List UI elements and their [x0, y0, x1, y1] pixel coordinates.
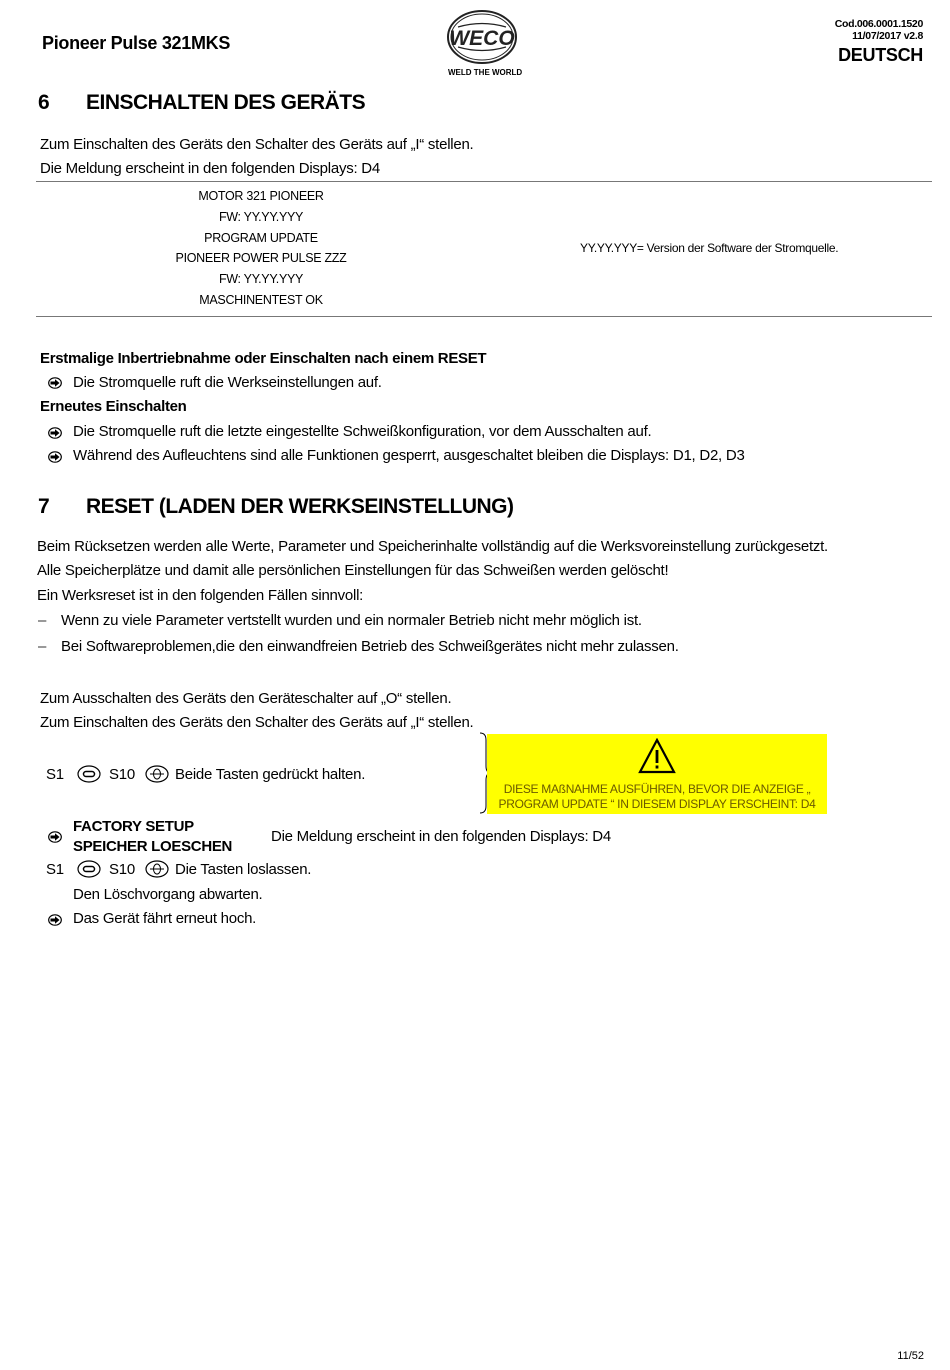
document-date-version: 11/07/2017 v2.8	[852, 30, 923, 42]
key-label-s1: S1	[46, 766, 64, 783]
section-6-intro-line: Die Meldung erscheint in den folgenden Displays: D4	[40, 160, 380, 177]
logo-tagline: WELD THE WORLD	[448, 68, 523, 77]
display-line: MASCHINENTEST OK	[199, 293, 323, 307]
section-7-number: 7	[38, 495, 50, 518]
warning-triangle-icon	[638, 738, 676, 774]
restart-item: Während des Aufleuchtens sind alle Funktionen gesperrt, ausgeschaltet bleiben die Displays: D1, D2, D3	[73, 447, 745, 464]
warning-box	[487, 734, 827, 814]
page-number: 11/52	[897, 1350, 924, 1362]
section-7-paragraph: Ein Werksreset ist in den folgenden Fällen sinnvoll:	[37, 587, 364, 604]
section-7-title: RESET (LADEN DER WERKSEINSTELLUNG)	[86, 495, 514, 518]
weco-logo	[444, 10, 523, 80]
section-7-paragraph: Alle Speicherplätze und damit alle persönlichen Einstellungen für das Schweißen werden gelöscht!	[37, 562, 669, 579]
release-keys-instruction: Die Tasten loslassen.	[175, 861, 312, 878]
factory-setup-line: FACTORY SETUP	[73, 818, 194, 835]
display-note: YY.YY.YYY= Version der Software der Stromquelle.	[580, 241, 839, 255]
arrow-bullet-icon	[48, 451, 62, 463]
display-line: PIONEER POWER PULSE ZZZ	[175, 251, 347, 265]
key-label-s10: S10	[109, 861, 135, 878]
document-language: DEUTSCH	[838, 45, 923, 65]
display-line: FW: YY.YY.YYY	[218, 272, 304, 286]
arrow-bullet-icon	[48, 377, 62, 389]
arrow-bullet-icon	[48, 831, 62, 843]
factory-setup-line: SPEICHER LOESCHEN	[73, 838, 233, 855]
logo-wordmark: WECO	[449, 27, 515, 50]
warning-text-line: PROGRAM UPDATE “ IN DIESEM DISPLAY ERSCHEINT: D4	[498, 797, 816, 811]
arrow-bullet-icon	[48, 427, 62, 439]
section-6-title: EINSCHALTEN DES GERÄTS	[86, 91, 366, 114]
document-code: Cod.006.0001.1520	[834, 18, 923, 30]
hold-keys-instruction: Beide Tasten gedrückt halten.	[175, 766, 366, 783]
display-line: FW: YY.YY.YYY	[218, 210, 304, 224]
plus-key-icon	[145, 860, 169, 878]
steps-intro-line: Zum Einschalten des Geräts den Schalter des Geräts auf „I“ stellen.	[40, 714, 474, 731]
wait-instruction: Den Löschvorgang abwarten.	[73, 886, 263, 903]
section-6-number: 6	[38, 91, 50, 114]
display-line: MOTOR 321 PIONEER	[198, 189, 324, 203]
dash-item: Bei Softwareproblemen,die den einwandfreien Betrieb des Schweißgerätes nicht mehr zulassen.	[61, 638, 679, 655]
table-bottom-rule	[36, 316, 932, 317]
restart-heading: Erneutes Einschalten	[40, 398, 187, 415]
restart-item: Die Stromquelle ruft die letzte eingestellte Schweißkonfiguration, vor dem Ausschalten auf.	[73, 423, 652, 440]
first-start-heading: Erstmalige Inbertriebnahme oder Einschalten nach einem RESET	[40, 350, 487, 367]
plus-key-icon	[145, 765, 169, 783]
minus-key-icon	[77, 765, 101, 783]
dash-bullet: –	[38, 638, 47, 655]
factory-setup-note: Die Meldung erscheint in den folgenden Displays: D4	[271, 828, 611, 845]
first-start-item: Die Stromquelle ruft die Werkseinstellungen auf.	[73, 374, 382, 391]
dash-bullet: –	[38, 612, 47, 629]
key-label-s1: S1	[46, 861, 64, 878]
section-6-intro-line: Zum Einschalten des Geräts den Schalter des Geräts auf „I“ stellen.	[40, 136, 474, 153]
steps-intro-line: Zum Ausschalten des Geräts den Geräteschalter auf „O“ stellen.	[40, 690, 452, 707]
minus-key-icon	[77, 860, 101, 878]
document-title: Pioneer Pulse 321MKS	[42, 33, 231, 53]
table-top-rule	[36, 181, 932, 182]
display-line: PROGRAM UPDATE	[204, 231, 318, 245]
key-label-s10: S10	[109, 766, 135, 783]
dash-item: Wenn zu viele Parameter vertstellt wurden und ein normaler Betrieb nicht mehr möglich ist.	[61, 612, 642, 629]
warning-text-line: DIESE MAßNAHME AUSFÜHREN, BEVOR DIE ANZEIGE „	[503, 782, 811, 796]
section-7-paragraph: Beim Rücksetzen werden alle Werte, Parameter und Speicherinhalte vollständig auf die Werksvoreinstellung zurückgesetzt.	[37, 538, 828, 555]
arrow-bullet-icon	[48, 914, 62, 926]
restart-result: Das Gerät fährt erneut hoch.	[73, 910, 257, 927]
